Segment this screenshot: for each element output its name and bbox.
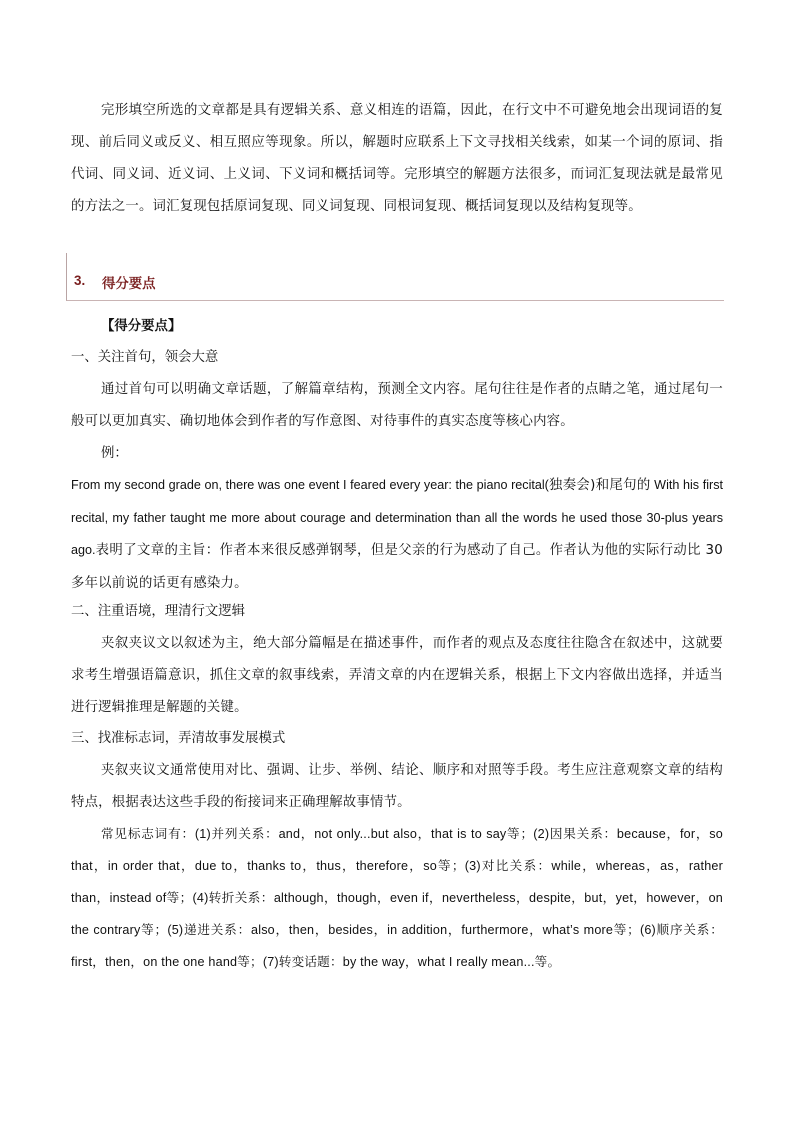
example-cn-2: 表明了文章的主旨：作者本来很反感弹钢琴，但是父亲的行为感动了自己。作者认为他的实际行动比 30 多年以前说的话更有感染力。 <box>71 543 723 591</box>
point-2-body: 夹叙夹议文以叙述为主，绝大部分篇幅是在描述事件，而作者的观点及态度往往隐含在叙述中，这就要求考生增强语篇意识，抓住文章的叙事线索，弄清文章的内在逻辑关系，根据上下文内容做出选择，并适当进行逻辑推理是解题的关键。 <box>71 636 723 715</box>
example-cn-1: 独奏会)和尾句的 <box>548 478 651 493</box>
example-paragraph <box>71 469 723 600</box>
example-en-1: From my second grade on, there was one event I feared every year: the piano recital( <box>71 478 549 492</box>
point-1-heading: 一、关注首句，领会大意 <box>71 350 219 365</box>
point-2-heading: 二、注重语境，理清行文逻辑 <box>71 604 246 619</box>
point-1-body: 通过首句可以明确文章话题，了解篇章结构，预测全文内容。尾句往往是作者的点睛之笔，通过尾句一般可以更加真实、确切地体会到作者的写作意图、对待事件的真实态度等核心内容。 <box>71 382 723 429</box>
subheading: 【得分要点】 <box>101 319 182 334</box>
point-3-markers: 常见标志词有：(1)并列关系：and，not only...but also，that is to say等；(2)因果关系：because，for，so that，in order that，due to，thanks to，thus，therefore，so等；(3)对比关系：while，whereas，as，rather than，instead of等；(4)转折关系：although，though，even if，nevertheless，despite，but，yet，however，on the contrary等；(5)递进关系：also，then，besides，in addition，furthermore，what’s more等；(6)顺序关系：first，then，on the one hand等；(7)转变话题：by the way，what I really mean...等。 <box>71 827 723 969</box>
point-3-heading: 三、找准标志词，弄清故事发展模式 <box>71 731 286 746</box>
section-header <box>66 253 724 301</box>
example-en-2: With his first recital, my father taught me more about courage and determination than all the words he used those 30-plus years ago. <box>71 478 724 557</box>
section-number: 3. <box>74 273 86 288</box>
example-label: 例： <box>101 446 128 461</box>
point-3-body: 夹叙夹议文通常使用对比、强调、让步、举例、结论、顺序和对照等手段。考生应注意观察文章的结构特点，根据表达这些手段的衔接词来正确理解故事情节。 <box>71 763 723 810</box>
intro-paragraph: 完形填空所选的文章都是具有逻辑关系、意义相连的语篇，因此，在行文中不可避免地会出现词语的复现、前后同义或反义、相互照应等现象。所以，解题时应联系上下文寻找相关线索，如某一个词的原词、指代词、同义词、近义词、上义词、下义词和概括词等。完形填空的解题方法很多，而词汇复现法就是最常见的方法之一。词汇复现包括原词复现、同义词复现、同根词复现、概括词复现以及结构复现等。 <box>71 103 723 214</box>
section-title: 得分要点 <box>102 277 156 292</box>
